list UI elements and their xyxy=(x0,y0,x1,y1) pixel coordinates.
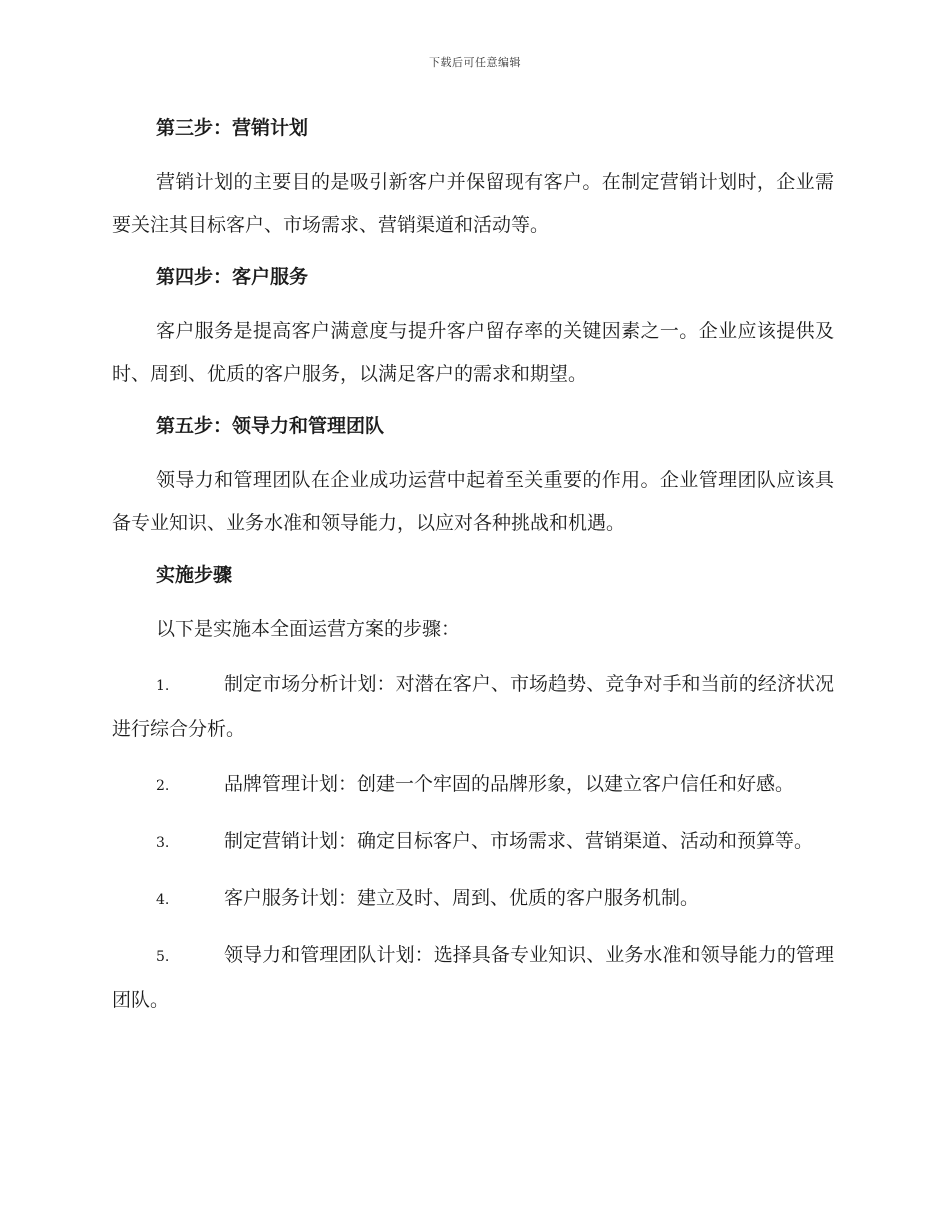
list-item-text: 客户服务计划：建立及时、周到、优质的客户服务机制。 xyxy=(224,887,700,909)
list-item xyxy=(112,934,834,1022)
section-heading-implementation: 实施步骤 xyxy=(156,564,233,586)
list-item xyxy=(112,820,834,865)
list-item xyxy=(112,877,834,922)
list-item xyxy=(112,763,834,808)
list-item xyxy=(112,663,834,751)
section-body-customer-service: 客户服务是提高客户满意度与提升客户留存率的关键因素之一。企业应该提供及时、周到、优质的客户服务，以满足客户的需求和期望。 xyxy=(112,320,834,385)
section-heading-customer-service: 第四步：客户服务 xyxy=(156,266,309,288)
list-item-number: 2. xyxy=(156,778,170,794)
list-item-text: 制定营销计划：确定目标客户、市场需求、营销渠道、活动和预算等。 xyxy=(224,830,814,852)
list-item-text: 品牌管理计划：创建一个牢固的品牌形象，以建立客户信任和好感。 xyxy=(224,773,795,795)
header-note: 下载后可任意编辑 xyxy=(429,56,521,69)
list-item-number: 1. xyxy=(156,678,170,694)
list-item-number: 4. xyxy=(156,892,170,908)
section-body-leadership: 领导力和管理团队在企业成功运营中起着至关重要的作用。企业管理团队应该具备专业知识、业务水准和领导能力，以应对各种挑战和机遇。 xyxy=(112,469,834,534)
list-item-number: 5. xyxy=(156,949,170,965)
section-heading-marketing-plan: 第三步：营销计划 xyxy=(156,117,309,139)
section-body-marketing-plan: 营销计划的主要目的是吸引新客户并保留现有客户。在制定营销计划时，企业需要关注其目标客户、市场需求、营销渠道和活动等。 xyxy=(112,171,834,236)
list-item-number: 3. xyxy=(156,835,170,851)
list-item-text: 制定市场分析计划：对潜在客户、市场趋势、竞争对手和当前的经济状况进行综合分析。 xyxy=(112,673,834,740)
list-item-text: 领导力和管理团队计划：选择具备专业知识、业务水准和领导能力的管理团队。 xyxy=(112,944,834,1011)
document-body xyxy=(112,108,834,1022)
section-body-implementation: 以下是实施本全面运营方案的步骤： xyxy=(156,618,461,640)
section-heading-leadership: 第五步：领导力和管理团队 xyxy=(156,415,385,437)
